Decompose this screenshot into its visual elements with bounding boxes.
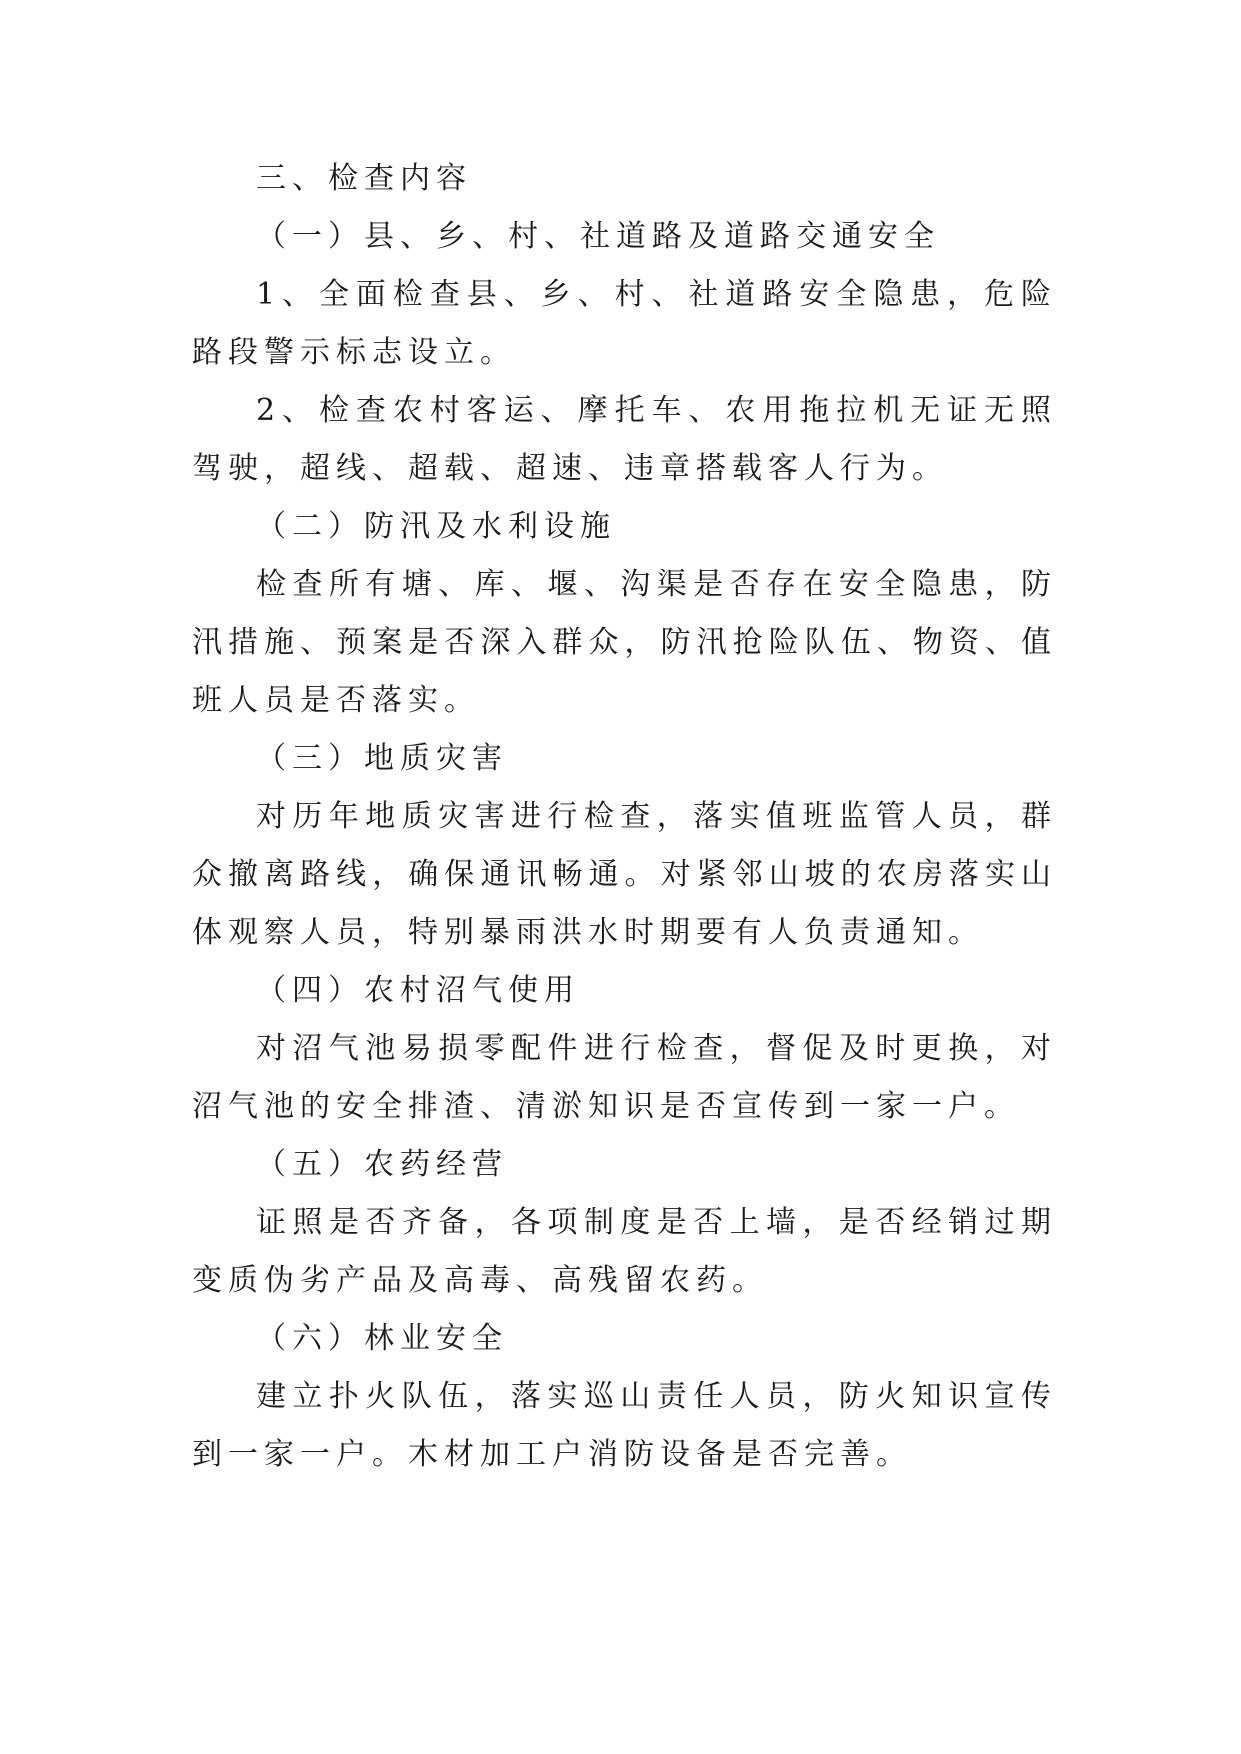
- subheading-forestry: （六）林业安全: [256, 1321, 508, 1356]
- section-heading: 三、检查内容: [256, 161, 472, 196]
- document-body: [192, 150, 1057, 1484]
- subheading-geological-hazards: （三）地质灾害: [256, 741, 508, 776]
- paragraph-vehicle-inspection: 2、检查农村客运、摩托车、农用拖拉机无证无照驾驶，超线、超载、超速、违章搭载客人行为。: [192, 393, 1057, 486]
- paragraph-flood-control: 检查所有塘、库、堰、沟渠是否存在安全隐患，防汛措施、预案是否深入群众，防汛抢险队伍、物资、值班人员是否落实。: [192, 567, 1057, 718]
- paragraph-pesticides: 证照是否齐备，各项制度是否上墙，是否经销过期变质伪劣产品及高毒、高残留农药。: [192, 1205, 1057, 1298]
- paragraph-biogas: 对沼气池易损零配件进行检查，督促及时更换，对沼气池的安全排渣、清淤知识是否宣传到一家一户。: [192, 1031, 1057, 1124]
- paragraph-road-hazards: 1、全面检查县、乡、村、社道路安全隐患，危险路段警示标志设立。: [192, 277, 1057, 370]
- paragraph-forestry: 建立扑火队伍，落实巡山责任人员，防火知识宣传到一家一户。木材加工户消防设备是否完善。: [192, 1379, 1057, 1472]
- subheading-road-safety: （一）县、乡、村、社道路及道路交通安全: [256, 219, 940, 254]
- subheading-pesticides: （五）农药经营: [256, 1147, 508, 1182]
- subheading-biogas: （四）农村沼气使用: [256, 973, 580, 1008]
- paragraph-geological-hazards: 对历年地质灾害进行检查，落实值班监管人员，群众撤离路线，确保通讯畅通。对紧邻山坡的农房落实山体观察人员，特别暴雨洪水时期要有人负责通知。: [192, 799, 1057, 950]
- subheading-flood-control: （二）防汛及水利设施: [256, 509, 616, 544]
